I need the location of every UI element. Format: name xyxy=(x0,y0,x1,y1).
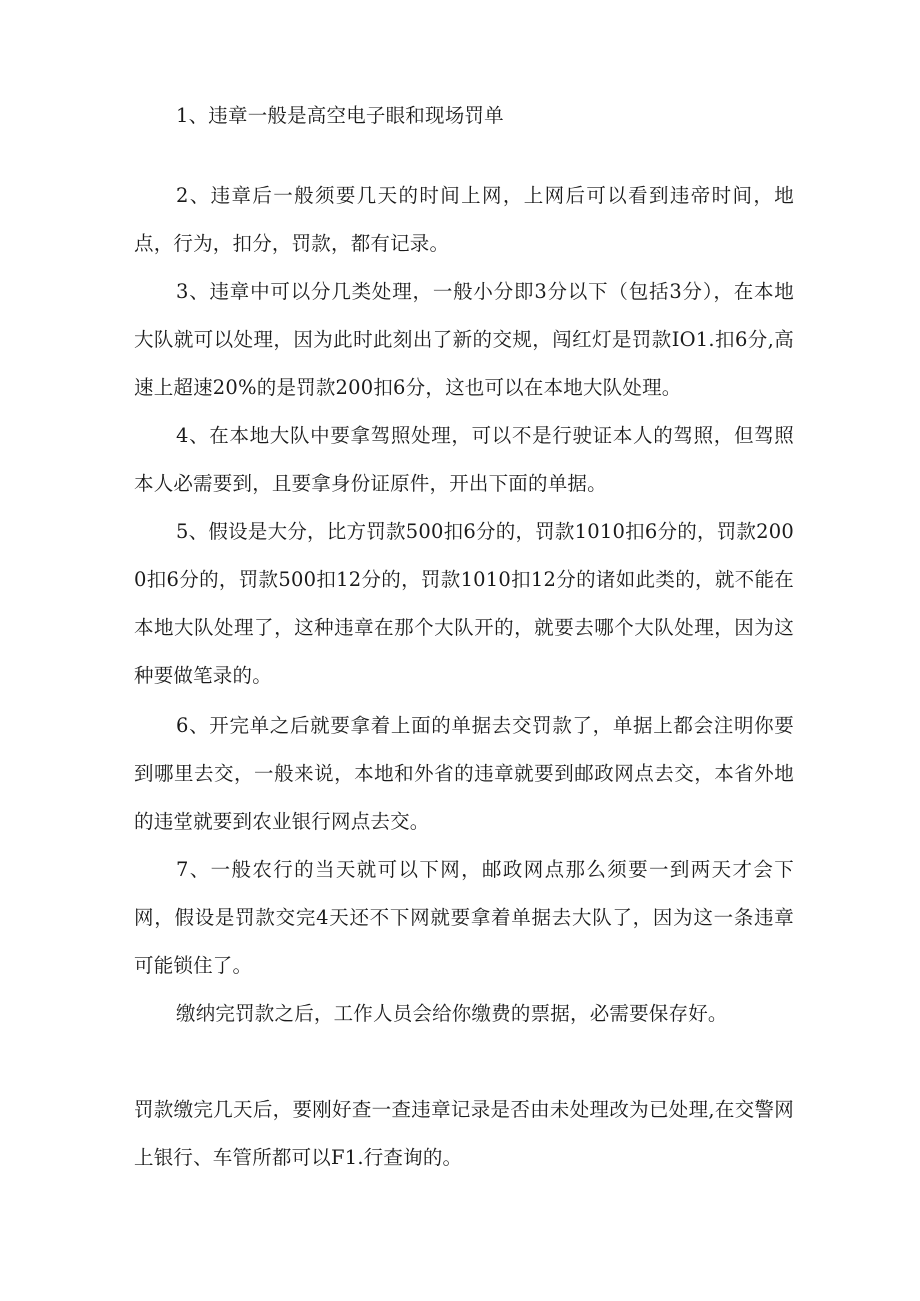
paragraph-9: 罚款缴完几天后，要刚好查一查违章记录是否由未处理改为已处理,在交警网上银行、车管所都可以F1.行查询的。 xyxy=(134,1098,794,1169)
paragraph-2: 2、违章后一般须要几天的时间上网，上网后可以看到违帝时间，地点，行为，扣分，罚款，都有记录。 xyxy=(134,184,794,255)
paragraph-5: 5、假设是大分，比方罚款500扣6分的，罚款1010扣6分的，罚款2000扣6分的，罚款500扣12分的，罚款1010扣12分的诸如此类的，就不能在本地大队处理了，这种违章在那个大队开的，就要去哪个大队处理，因为这种要做笔录的。 xyxy=(134,520,794,687)
paragraph-8: 缴纳完罚款之后，工作人员会给你缴费的票据，必需要保存好。 xyxy=(176,1002,728,1025)
paragraph-3: 3、违章中可以分几类处理，一般小分即3分以下（包括3分），在本地大队就可以处理，因为此时此刻出了新的交规，闯红灯是罚款IO1.扣6分,高速上超速20%的是罚款200扣6分，这也可以在本地大队处理。 xyxy=(134,280,794,399)
paragraph-1: 1、违章一般是高空电子眼和现场罚单 xyxy=(176,104,504,127)
paragraph-4: 4、在本地大队中要拿驾照处理，可以不是行驶证本人的驾照，但驾照本人必需要到，且要拿身份证原件，开出下面的单据。 xyxy=(134,424,794,495)
paragraph-7: 7、一般农行的当天就可以下网，邮政网点那么须要一到两天才会下网，假设是罚款交完4天还不下网就要拿着单据去大队了，因为这一条违章可能锁住了。 xyxy=(134,858,794,977)
paragraph-6: 6、开完单之后就要拿着上面的单据去交罚款了，单据上都会注明你要到哪里去交，一般来说，本地和外省的违章就要到邮政网点去交，本省外地的违堂就要到农业银行网点去交。 xyxy=(134,714,794,833)
